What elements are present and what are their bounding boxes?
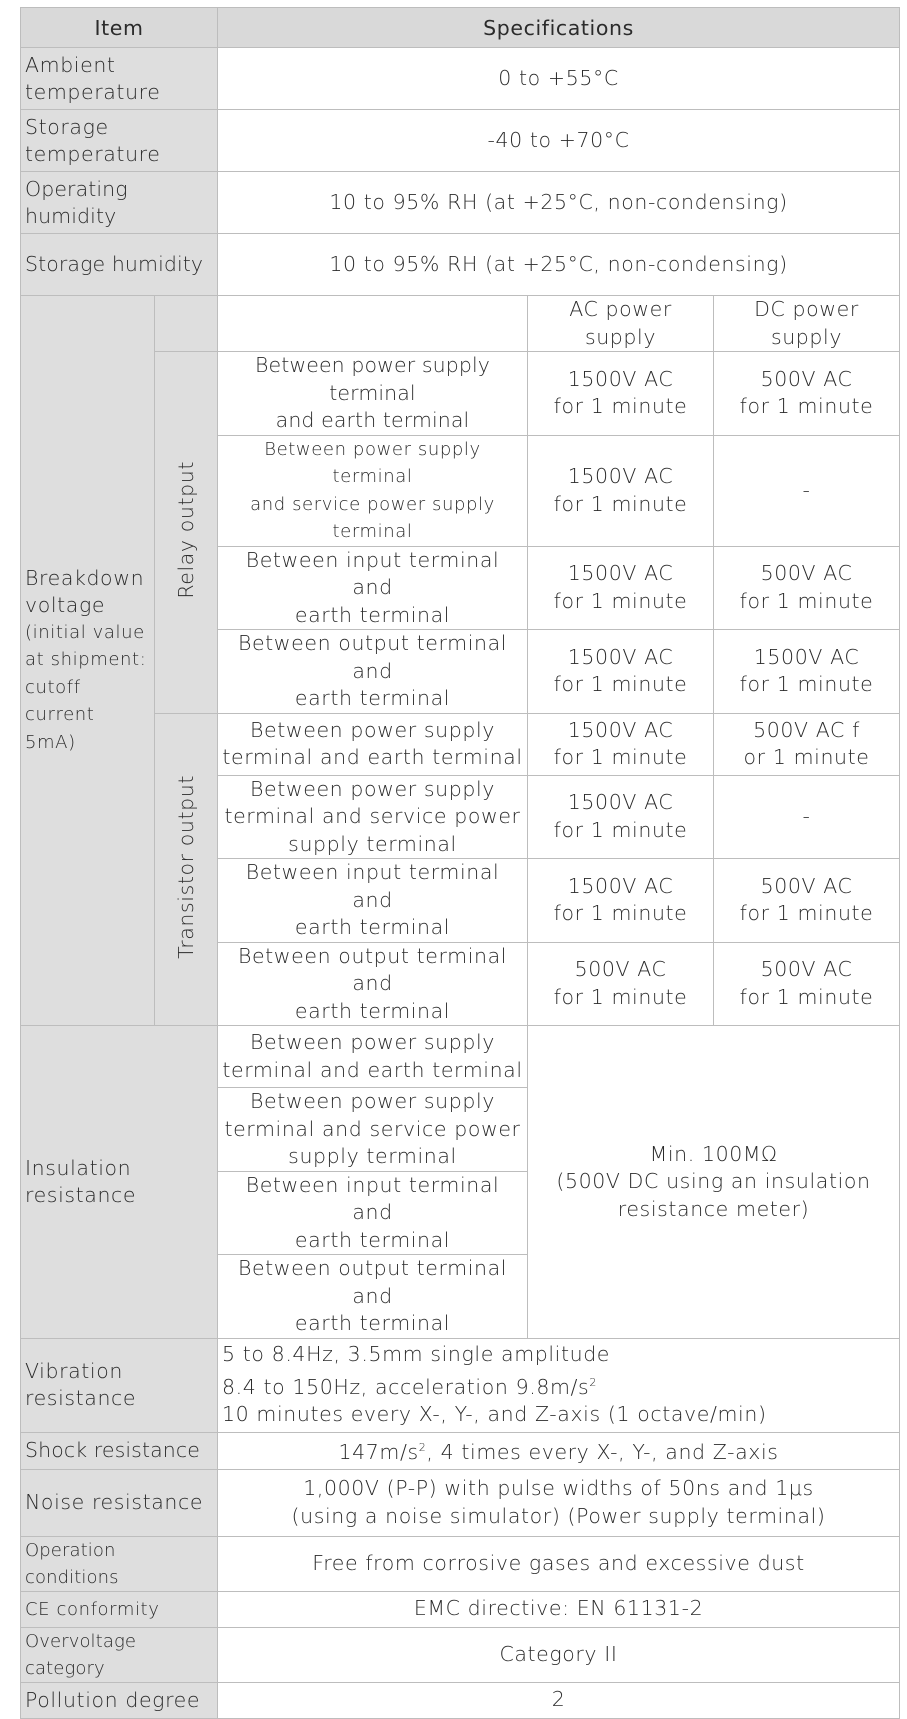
relay-item-2: Between power supply terminal and service power supply terminal: [218, 435, 528, 546]
header-item: Item: [21, 8, 218, 48]
col-ac-power-supply: AC power supply: [528, 296, 714, 352]
transistor-dc-2: -: [714, 775, 900, 859]
pollution-degree-value: 2: [218, 1682, 900, 1718]
vibration-resistance-value: [218, 1338, 900, 1432]
storage-temperature-label: Storage temperature: [21, 110, 218, 172]
relay-item-3: Between input terminal and earth terminal: [218, 546, 528, 630]
operating-humidity-label: Operating humidity: [21, 172, 218, 234]
relay-ac-1: 1500V AC for 1 minute: [528, 352, 714, 436]
transistor-ac-2: 1500V AC for 1 minute: [528, 775, 714, 859]
relay-ac-3: 1500V AC for 1 minute: [528, 546, 714, 630]
relay-output-label: Relay output: [155, 352, 218, 714]
vibration-resistance-label: Vibration resistance: [21, 1338, 218, 1432]
overvoltage-category-value: Category II: [218, 1627, 900, 1682]
ce-conformity-label: CE conformity: [21, 1591, 218, 1627]
transistor-ac-4: 500V AC for 1 minute: [528, 942, 714, 1026]
specifications-table: [20, 7, 900, 1719]
transistor-ac-1: 1500V AC for 1 minute: [528, 713, 714, 775]
shock-resistance-label: Shock resistance: [21, 1432, 218, 1469]
transistor-dc-3: 500V AC for 1 minute: [714, 859, 900, 943]
transistor-dc-1: 500V AC f or 1 minute: [714, 713, 900, 775]
shock-resistance-value: $147m/s^2$, 4 times every X-, Y-, and Z-axis: [218, 1432, 900, 1469]
breakdown-voltage-label: [21, 296, 155, 1026]
relay-item-1: Between power supply terminal and earth terminal: [218, 352, 528, 436]
header-specifications: Specifications: [218, 8, 900, 48]
operation-conditions-value: Free from corrosive gases and excessive dust: [218, 1536, 900, 1591]
vibration-line-2: 8.4 to 150Hz, acceleration $9.8m/s^2$: [222, 1374, 597, 1399]
noise-resistance-label: Noise resistance: [21, 1469, 218, 1536]
breakdown-voltage-title: Breakdown voltage: [25, 565, 145, 617]
operating-humidity-value: 10 to 95% RH (at +25°C, non-condensing): [218, 172, 900, 234]
relay-ac-2: 1500V AC for 1 minute: [528, 435, 714, 546]
vibration-line-1: 5 to 8.4Hz, 3.5mm single amplitude: [222, 1342, 611, 1367]
storage-humidity-value: 10 to 95% RH (at +25°C, non-condensing): [218, 234, 900, 296]
operation-conditions-label: Operation conditions: [21, 1536, 218, 1591]
transistor-output-label: Transistor output: [155, 713, 218, 1026]
storage-humidity-label: Storage humidity: [21, 234, 218, 296]
insulation-resistance-value: Min. 100MΩ (500V DC using an insulation resistance meter): [528, 1026, 900, 1339]
storage-temperature-value: -40 to +70°C: [218, 110, 900, 172]
relay-item-4: Between output terminal and earth terminal: [218, 630, 528, 714]
breakdown-voltage-note: (initial value at shipment: cutoff current 5mA): [25, 621, 147, 753]
transistor-item-3: Between input terminal and earth terminal: [218, 859, 528, 943]
ce-conformity-value: EMC directive: EN 61131-2: [218, 1591, 900, 1627]
breakdown-item-header-blank: [218, 296, 528, 352]
insulation-item-4: Between output terminal and earth terminal: [218, 1255, 528, 1339]
relay-ac-4: 1500V AC for 1 minute: [528, 630, 714, 714]
vibration-line-3: 10 minutes every X-, Y-, and Z-axis (1 octave/min): [222, 1402, 767, 1427]
overvoltage-category-label: Overvoltage category: [21, 1627, 218, 1682]
insulation-item-3: Between input terminal and earth terminal: [218, 1171, 528, 1255]
ambient-temperature-label: Ambient temperature: [21, 48, 218, 110]
noise-resistance-value: 1,000V (P-P) with pulse widths of 50ns and 1μs (using a noise simulator) (Power supply terminal): [218, 1469, 900, 1536]
transistor-item-2: Between power supply terminal and service power supply terminal: [218, 775, 528, 859]
insulation-item-1: Between power supply terminal and earth terminal: [218, 1026, 528, 1088]
col-dc-power-supply: DC power supply: [714, 296, 900, 352]
breakdown-corner-blank: [155, 296, 218, 352]
pollution-degree-label: Pollution degree: [21, 1682, 218, 1718]
relay-dc-1: 500V AC for 1 minute: [714, 352, 900, 436]
transistor-item-1: Between power supply terminal and earth terminal: [218, 713, 528, 775]
relay-dc-3: 500V AC for 1 minute: [714, 546, 900, 630]
relay-dc-4: 1500V AC for 1 minute: [714, 630, 900, 714]
insulation-resistance-label: Insulation resistance: [21, 1026, 218, 1339]
transistor-dc-4: 500V AC for 1 minute: [714, 942, 900, 1026]
ambient-temperature-value: 0 to +55°C: [218, 48, 900, 110]
transistor-ac-3: 1500V AC for 1 minute: [528, 859, 714, 943]
relay-dc-2: -: [714, 435, 900, 546]
transistor-item-4: Between output terminal and earth terminal: [218, 942, 528, 1026]
insulation-item-2: Between power supply terminal and service power supply terminal: [218, 1088, 528, 1172]
